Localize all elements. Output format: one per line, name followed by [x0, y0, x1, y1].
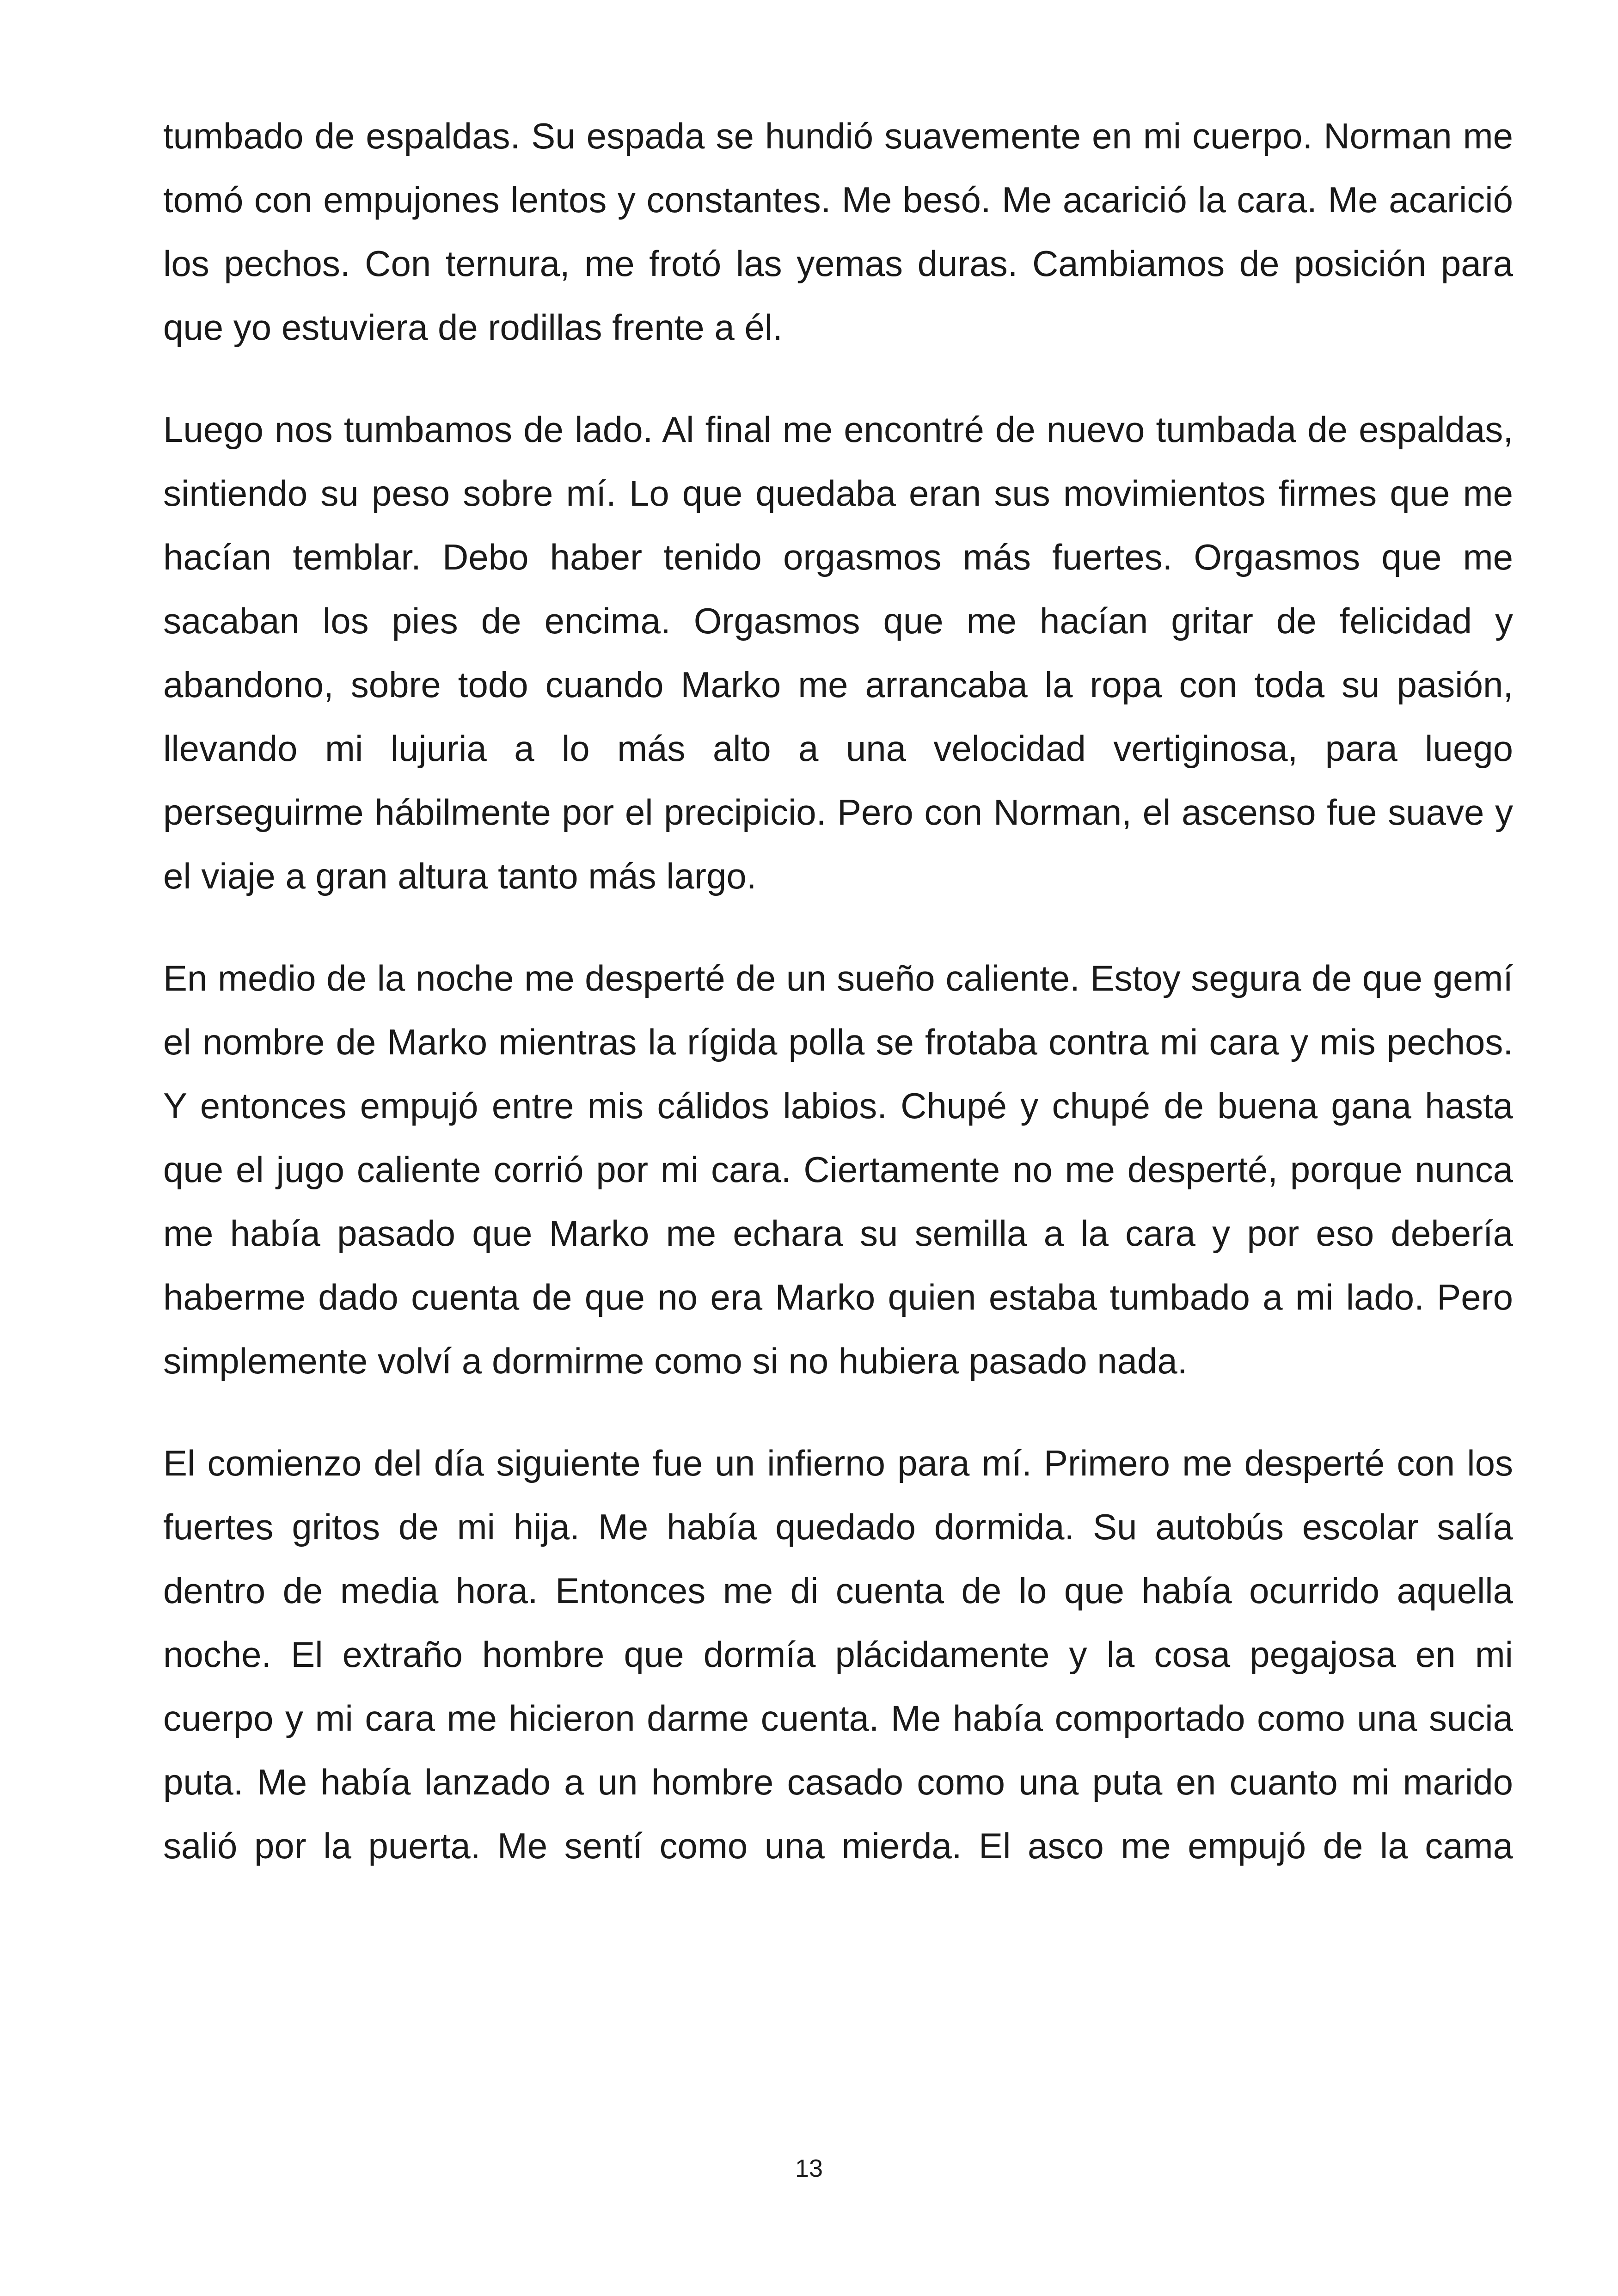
page-number: 13: [795, 2155, 823, 2182]
paragraph-3: En medio de la noche me desperté de un sueño caliente. Estoy segura de que gemí el nombre de Marko mientras la rígida polla se frotaba contra mi cara y mis pechos. Y entonces empujó entre mis cálidos labios. Chupé y chupé de buena gana hasta que el jugo caliente corrió por mi cara. Ciertamente no me desperté, porque nunca me había pasado que Marko me echara su semilla a la cara y por eso debería haberme dado cuenta de que no era Marko quien estaba tumbado a mi lado. Pero simplemente volví a dormirme como si no hubiera pasado nada.: [163, 958, 1513, 1381]
paragraph-2: Luego nos tumbamos de lado. Al final me encontré de nuevo tumbada de espaldas, sintiendo su peso sobre mí. Lo que quedaba eran sus movimientos firmes que me hacían temblar. Debo haber tenido orgasmos más fuertes. Orgasmos que me sacaban los pies de encima. Orgasmos que me hacían gritar de felicidad y abandono, sobre todo cuando Marko me arrancaba la ropa con toda su pasión, llevando mi lujuria a lo más alto a una velocidad vertiginosa, para luego perseguirme hábilmente por el precipicio. Pero con Norman, el ascenso fue suave y el viaje a gran altura tanto más largo.: [163, 409, 1513, 896]
paragraph-4: El comienzo del día siguiente fue un infierno para mí. Primero me desperté con los fuertes gritos de mi hija. Me había quedado dormida. Su autobús escolar salía dentro de media hora. Entonces me di cuenta de lo que había ocurrido aquella noche. El extraño hombre que dormía plácidamente y la cosa pegajosa en mi cuerpo y mi cara me hicieron darme cuenta. Me había comportado como una sucia puta. Me había lanzado a un hombre casado como una puta en cuanto mi marido salió por la puerta. Me sentí como una mierda. El asco me empujó de la cama: [163, 1443, 1513, 1866]
paragraph-1: tumbado de espaldas. Su espada se hundió suavemente en mi cuerpo. Norman me tomó con empujones lentos y constantes. Me besó. Me acarició la cara. Me acarició los pechos. Con ternura, me frotó las yemas duras. Cambiamos de posición para que yo estuviera de rodillas frente a él.: [163, 116, 1513, 348]
body-text: [163, 104, 1513, 1878]
